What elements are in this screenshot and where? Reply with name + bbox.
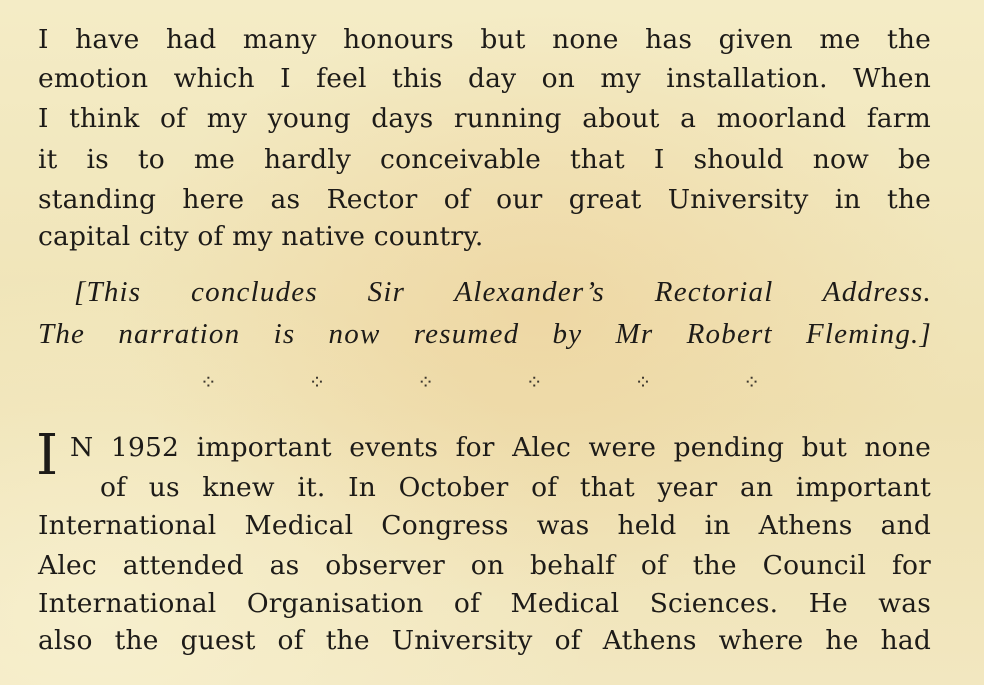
paragraph-1-line-2: emotion which I feel this day on my installation. When	[38, 63, 931, 94]
drop-cap: I	[36, 423, 59, 488]
paragraph-2-line-2: of us knew it. In October of that year an important	[100, 472, 931, 503]
paragraph-1-line-6: capital city of my native country.	[38, 221, 484, 252]
ornament-glyph: ⁘	[308, 370, 326, 394]
ornament-glyph: ⁘	[743, 370, 760, 394]
editorial-note-line-1: [This concludes Sir Alexander’s Rectorial Address.	[74, 276, 932, 308]
paragraph-1-line-1: I have had many honours but none has given me the	[38, 24, 931, 55]
editorial-note-line-2: The narration is now resumed by Mr Robert Fleming.]	[38, 318, 932, 350]
paragraph-2-line-6: also the guest of the University of Athens where he had	[38, 625, 931, 656]
paragraph-2-line-5: International Organisation of Medical Sciences. He was	[38, 588, 931, 619]
ornament-glyph: ⁘	[200, 370, 217, 394]
ornament-glyph: ⁘	[417, 370, 435, 394]
paragraph-1-line-5: standing here as Rector of our great University in the	[38, 184, 931, 215]
paragraph-1-line-4: it is to me hardly conceivable that I should now be	[38, 144, 931, 175]
paragraph-2-line-4: Alec attended as observer on behalf of the Council for	[38, 550, 931, 581]
paragraph-1-line-3: I think of my young days running about a moorland farm	[38, 103, 931, 134]
paragraph-2-line-3: International Medical Congress was held in Athens and	[38, 510, 931, 541]
ornament-glyph: ⁘	[634, 370, 652, 394]
ornament-divider	[200, 368, 760, 396]
paragraph-2-line-1: N 1952 important events for Alec were pending but none	[70, 432, 931, 463]
ornament-glyph: ⁘	[525, 370, 543, 394]
